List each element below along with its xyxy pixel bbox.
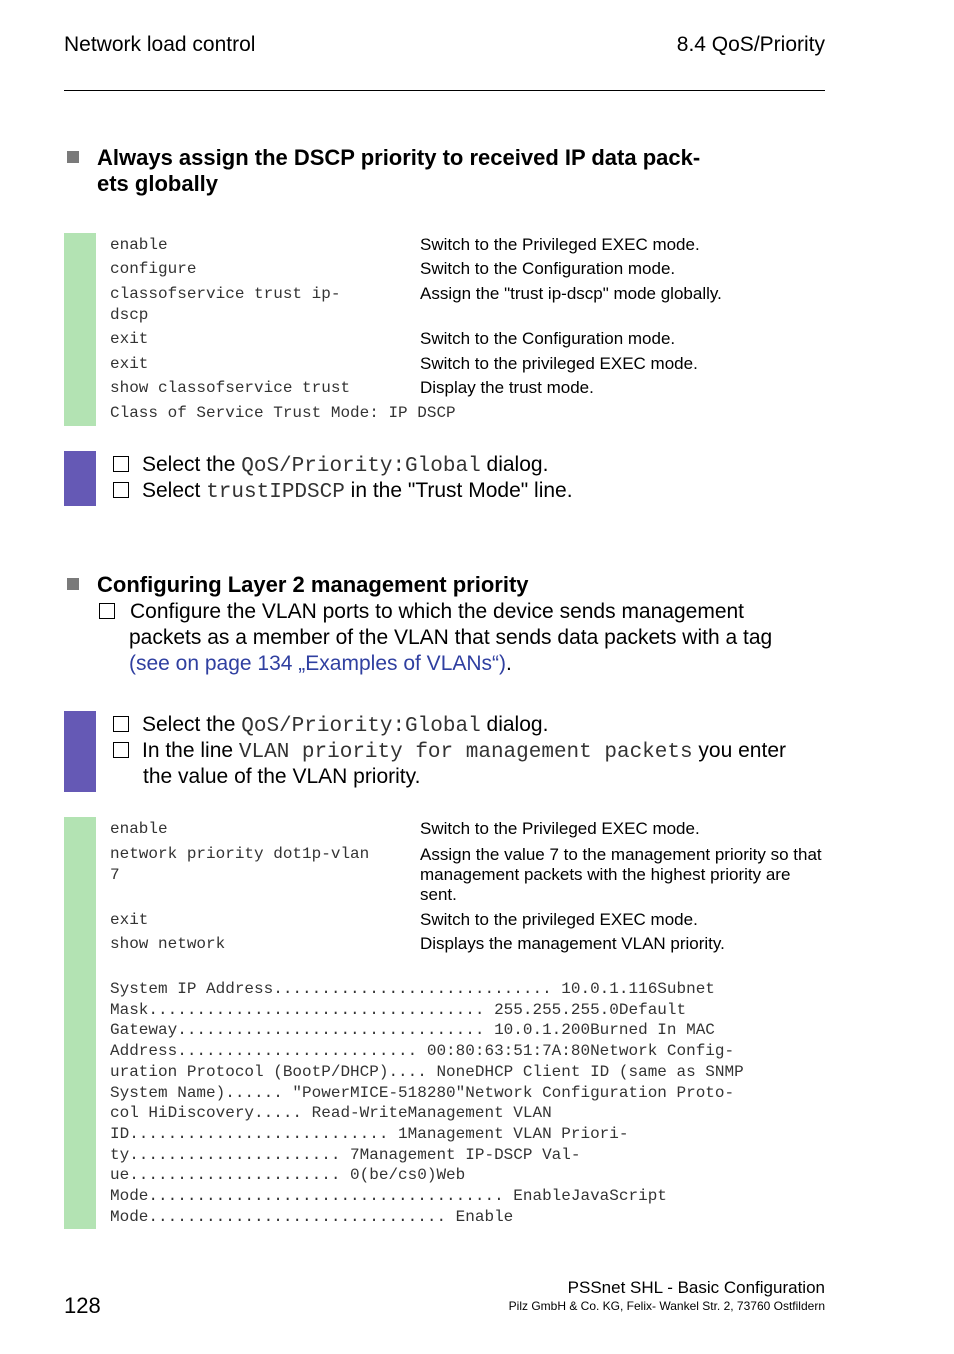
page-reference-link[interactable]: (see on page 134 „Examples of VLANs“) <box>129 652 507 675</box>
gui-step-line: the value of the VLAN priority. <box>143 765 421 788</box>
cli-command: exit <box>110 330 149 348</box>
cli-output: Class of Service Trust Mode: IP DSCP <box>110 404 456 422</box>
footer-address: Pilz GmbH & Co. KG, Felix- Wankel Str. 2, 73760 Ostfildern <box>508 1299 825 1313</box>
cli-description: Switch to the privileged EXEC mode. <box>420 910 698 929</box>
cli-output-line: System IP Address............................. 10.0.1.116Subnet <box>110 980 715 998</box>
cli-output-line: Address......................... 00:80:63:51:7A:80Network Config- <box>110 1042 735 1061</box>
gui-step: Select trustIPDSCP in the "Trust Mode" line. <box>113 478 823 506</box>
checkbox-icon <box>113 716 129 732</box>
header-rule <box>64 90 825 91</box>
cli-block-marker <box>64 817 96 1229</box>
section-heading-layer2: Configuring Layer 2 management priority <box>97 572 529 597</box>
checkbox-icon <box>99 603 115 619</box>
cli-output-line: ID........................... 1Management VLAN Priori- <box>110 1124 629 1143</box>
cli-output-line: ue...................... 0(be/cs0)Web <box>110 1166 466 1185</box>
gui-block-marker <box>64 451 96 506</box>
cli-description: Switch to the Privileged EXEC mode. <box>420 819 700 838</box>
cli-command: show classofservice trust <box>110 379 351 397</box>
cli-command-line: network priority dot1p-vlan <box>110 845 370 863</box>
gui-step: Select the QoS/Priority:Global dialog. <box>113 712 823 740</box>
cli-command: exit <box>110 355 149 373</box>
section-heading-dscp <box>97 145 827 197</box>
intro-step-line: (see on page 134 „Examples of VLANs“). <box>129 652 512 675</box>
page-number: 128 <box>64 1293 101 1318</box>
gui-step: Select the QoS/Priority:Global dialog. <box>113 452 823 480</box>
cli-command: exit <box>110 911 149 929</box>
cli-description: Switch to the privileged EXEC mode. <box>420 354 698 373</box>
cli-output-line: Mask................................... 255.255.255.0Default <box>110 1000 687 1019</box>
cli-output <box>110 979 830 1227</box>
section-bullet-icon <box>67 578 79 590</box>
cli-description: Assign the "trust ip-dscp" mode globally. <box>420 284 722 303</box>
cli-output-line: System Name)...... "PowerMICE-518280"Network Configuration Proto- <box>110 1083 735 1102</box>
checkbox-icon <box>113 456 129 472</box>
cli-command-line: classofservice trust ip- <box>110 285 341 303</box>
cli-description: Switch to the Configuration mode. <box>420 329 676 348</box>
cli-command: show network <box>110 935 226 953</box>
cli-description: Switch to the Privileged EXEC mode. <box>420 235 700 254</box>
cli-description: Displays the management VLAN priority. <box>420 934 725 953</box>
checkbox-icon <box>113 482 129 498</box>
intro-step-line: packets as a member of the VLAN that sends data packets with a tag <box>129 626 773 649</box>
cli-output-line: ty...................... 7Management IP-DSCP Val- <box>110 1145 581 1164</box>
footer-title: PSSnet SHL - Basic Configuration <box>567 1278 825 1297</box>
cli-command: configure <box>110 260 197 278</box>
gui-step: In the line VLAN priority for management packets you enter <box>113 738 823 766</box>
cli-command <box>110 284 410 326</box>
cli-block-marker <box>64 233 96 426</box>
cli-command-line: dscp <box>110 306 149 324</box>
cli-command <box>110 844 410 886</box>
cli-description: Assign the value 7 to the management priority so that management packets with the highest priority are sent. <box>420 845 822 904</box>
cli-description: Switch to the Configuration mode. <box>420 259 676 278</box>
cli-output-line: col HiDiscovery..... Read-WriteManagement VLAN <box>110 1104 552 1123</box>
cli-output-line: uration Protocol (BootP/DHCP).... NoneDHCP Client ID (same as SNMP <box>110 1062 744 1081</box>
running-header-right: 8.4 QoS/Priority <box>676 33 825 56</box>
intro-step: Configure the VLAN ports to which the device sends management <box>99 599 839 625</box>
cli-command: enable <box>110 236 168 254</box>
heading-line: ets globally <box>97 171 219 196</box>
checkbox-icon <box>113 742 129 758</box>
heading-line: Always assign the DSCP priority to received IP data pack- <box>97 145 701 170</box>
running-header-left: Network load control <box>64 33 256 56</box>
cli-description: Display the trust mode. <box>420 378 594 397</box>
cli-output-line: Mode..................................... EnableJavaScript <box>110 1187 667 1206</box>
cli-command-line: 7 <box>110 866 120 884</box>
cli-output-line: Mode............................... Enable <box>110 1207 514 1226</box>
cli-command: enable <box>110 820 168 838</box>
section-bullet-icon <box>67 151 79 163</box>
gui-block-marker <box>64 711 96 792</box>
cli-output-line: Gateway................................ 10.0.1.200Burned In MAC <box>110 1021 715 1040</box>
